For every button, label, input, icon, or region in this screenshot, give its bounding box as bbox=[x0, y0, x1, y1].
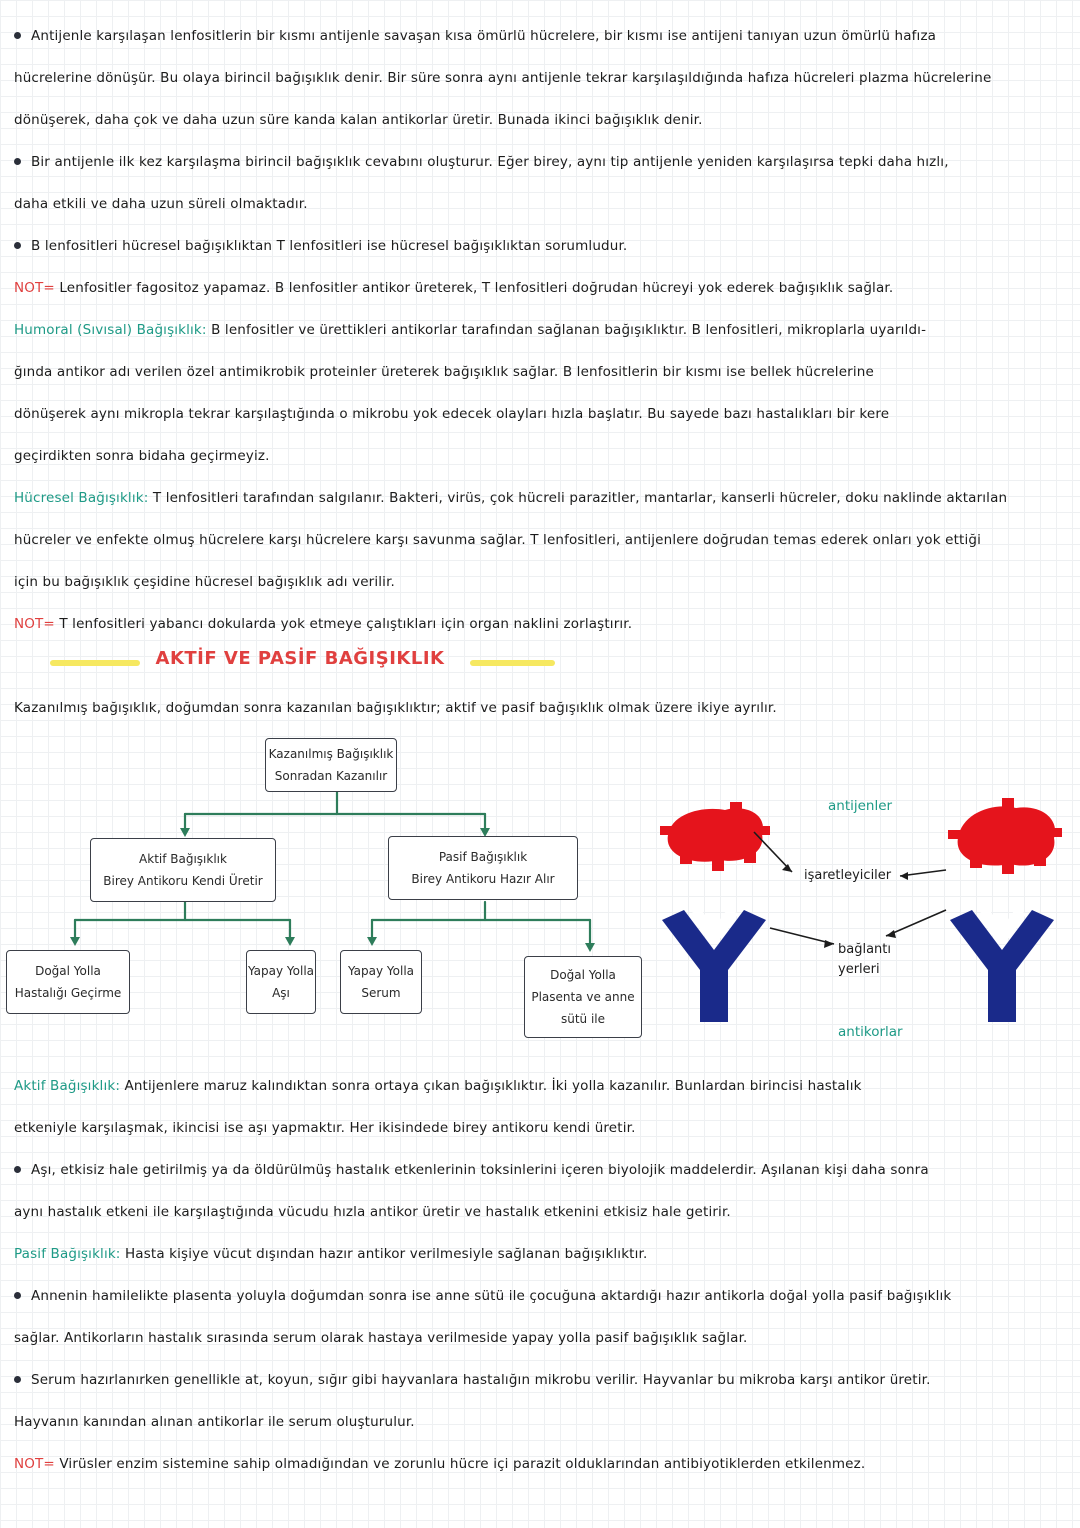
node-subtitle: Sonradan Kazanılır bbox=[274, 769, 388, 783]
node-subtitle: Hastalığı Geçirme bbox=[14, 986, 122, 1000]
paragraph-line: dönüşerek aynı mikropla tekrar karşılaştığında o mikrobu yok edecek olayları hızla başlatır. Bu sayede bazı hastalıkları bir kere bbox=[14, 406, 890, 422]
active-line bbox=[14, 1076, 1070, 1096]
markers-label: işaretleyiciler bbox=[804, 868, 892, 883]
bullet bbox=[14, 158, 21, 165]
passive-label: Pasif Bağışıklık: bbox=[14, 1246, 121, 1262]
antibody-left bbox=[662, 908, 766, 1022]
note-text: T lenfositleri yabancı dokularda yok etmeye çalıştıkları için organ naklini zorlaştırır. bbox=[59, 616, 633, 632]
text: Serum hazırlanırken genellikle at, koyun, sığır gibi hayvanlara hastalığın mikrobu verilir. Hayvanlar bu mikroba karşı antikor üretir. bbox=[31, 1372, 931, 1388]
tree-node-serum bbox=[340, 950, 422, 1014]
tree-node-natural-active bbox=[6, 950, 130, 1014]
antigen-right bbox=[948, 798, 1062, 874]
note-label: NOT= bbox=[14, 1456, 55, 1472]
node-subtitle: Birey Antikoru Hazır Alır bbox=[411, 872, 555, 886]
bullet bbox=[14, 1166, 21, 1173]
node-subtitle: Aşı bbox=[272, 986, 290, 1000]
paragraph-line bbox=[14, 1286, 1070, 1306]
node-title: Yapay Yolla bbox=[347, 964, 415, 978]
antigen-left bbox=[660, 802, 770, 871]
text: Bir antijenle ilk kez karşılaşma birincil bağışıklık cevabını oluşturur. Eğer birey, aynı tip antijenle yeniden karşılaşırsa tepki daha hızlı, bbox=[31, 154, 949, 170]
binding-label-1: bağlantı bbox=[838, 942, 891, 957]
note-label: NOT= bbox=[14, 616, 55, 632]
humoral-text: B lenfositler ve ürettikleri antikorlar tarafından sağlanan bağışıklıktır. B lenfositleri, mikroplarla uyarıldı- bbox=[211, 322, 927, 338]
node-title: Kazanılmış Bağışıklık bbox=[268, 747, 394, 761]
node-subtitle: Birey Antikoru Kendi Üretir bbox=[103, 874, 263, 888]
note-label: NOT= bbox=[14, 280, 55, 296]
paragraph-line: daha etkili ve daha uzun süreli olmaktadır. bbox=[14, 196, 308, 212]
note-line bbox=[14, 278, 1070, 298]
paragraph-line bbox=[14, 1370, 1070, 1390]
tree-node-acquired bbox=[265, 738, 397, 792]
bullet bbox=[14, 242, 21, 249]
humoral-line bbox=[14, 320, 1070, 340]
paragraph-line: etkeniyle karşılaşmak, ikincisi ise aşı yapmaktır. Her ikisindede birey antikoru kendi üretir. bbox=[14, 1120, 636, 1136]
paragraph-line: dönüşerek, daha çok ve daha uzun süre kanda kalan antikorlar üretir. Bunada ikinci bağışıklık denir. bbox=[14, 112, 703, 128]
node-subtitle: Plasenta ve anne bbox=[531, 990, 635, 1004]
text: Antijenle karşılaşan lenfositlerin bir kısmı antijenle savaşan kısa ömürlü hücrelere, bir kısmı ise antijeni tanıyan uzun ömürlü hafıza bbox=[31, 28, 937, 44]
tree-node-passive bbox=[388, 836, 578, 900]
cellular-text: T lenfositleri tarafından salgılanır. Bakteri, virüs, çok hücreli parazitler, mantarlar, kanserli hücreler, doku naklinde aktarılan bbox=[152, 490, 1008, 506]
bullet bbox=[14, 32, 21, 39]
paragraph-line bbox=[14, 152, 1070, 172]
paragraph-line: sağlar. Antikorların hastalık sırasında serum olarak hastaya verilmeside yapay yolla pasif bağışıklık sağlar. bbox=[14, 1330, 748, 1346]
antibodies-label: antikorlar bbox=[838, 1024, 903, 1040]
note-line bbox=[14, 1454, 1070, 1474]
section-title: AKTİF VE PASİF BAĞIŞIKLIK bbox=[155, 648, 445, 669]
passive-text: Hasta kişiye vücut dışından hazır antikor verilmesiyle sağlanan bağışıklıktır. bbox=[124, 1246, 648, 1262]
node-subtitle: sütü ile bbox=[560, 1012, 606, 1026]
paragraph-line: geçirdikten sonra bidaha geçirmeyiz. bbox=[14, 448, 270, 464]
cellular-label: Hücresel Bağışıklık: bbox=[14, 490, 149, 506]
node-title: Doğal Yolla bbox=[550, 968, 616, 982]
text: Annenin hamilelikte plasenta yoluyla doğumdan sonra ise anne sütü ile çocuğuna aktardığı hazır antikorla doğal yolla pasif bağışıklık bbox=[31, 1288, 952, 1304]
antibody-right bbox=[950, 908, 1054, 1022]
note-text: Lenfositler fagositoz yapamaz. B lenfositler antikor üreterek, T lenfositleri doğrudan hücreyi yok ederek bağışıklık sağlar. bbox=[59, 280, 894, 296]
active-label: Aktif Bağışıklık: bbox=[14, 1078, 121, 1094]
node-title: Aktif Bağışıklık bbox=[139, 852, 227, 866]
paragraph-line: için bu bağışıklık çeşidine hücresel bağışıklık adı verilir. bbox=[14, 574, 395, 590]
text: Aşı, etkisiz hale getirilmiş ya da öldürülmüş hastalık etkenlerinin toksinlerini içeren biyolojik maddelerdir. Aşılanan kişi daha sonra bbox=[31, 1162, 929, 1178]
paragraph-line: hücreler ve enfekte olmuş hücrelere karşı hücrelere karşı savunma sağlar. T lenfositleri, antijenlere doğrudan temas ederek onları yok ettiği bbox=[14, 532, 981, 548]
tree-node-natural-passive bbox=[524, 956, 642, 1038]
antigens-label: antijenler bbox=[828, 798, 893, 814]
node-title: Yapay Yolla bbox=[247, 964, 315, 978]
antigen-antibody-figure bbox=[650, 790, 1070, 1060]
intro-line: Kazanılmış bağışıklık, doğumdan sonra kazanılan bağışıklıktır; aktif ve pasif bağışıklık olmak üzere ikiye ayrılır. bbox=[14, 700, 777, 716]
paragraph-line bbox=[14, 1160, 1070, 1180]
bullet bbox=[14, 1376, 21, 1383]
tree-node-active bbox=[90, 838, 276, 902]
humoral-label: Humoral (Sıvısal) Bağışıklık: bbox=[14, 322, 207, 338]
active-text: Antijenlere maruz kalındıktan sonra ortaya çıkan bağışıklıktır. İki yolla kazanılır. Bunlardan birincisi hastalık bbox=[124, 1078, 862, 1094]
paragraph-line bbox=[14, 26, 1070, 46]
node-subtitle: Serum bbox=[361, 986, 401, 1000]
node-title: Doğal Yolla bbox=[35, 964, 101, 978]
cellular-line bbox=[14, 488, 1070, 508]
binding-label-2: yerleri bbox=[838, 962, 880, 977]
paragraph-line bbox=[14, 236, 1070, 256]
note-text: Virüsler enzim sistemine sahip olmadığından ve zorunlu hücre içi parazit olduklarından antibiyotiklerden etkilenmez. bbox=[59, 1456, 866, 1472]
passive-line bbox=[14, 1244, 1070, 1264]
text: B lenfositleri hücresel bağışıklıktan T lenfositleri ise hücresel bağışıklıktan sorumludur. bbox=[31, 238, 628, 254]
node-title: Pasif Bağışıklık bbox=[438, 850, 528, 864]
paragraph-line: aynı hastalık etkeni ile karşılaştığında vücudu hızla antikor üretir ve hastalık etkenini etkisiz hale getirir. bbox=[14, 1204, 731, 1220]
tree-node-vaccine bbox=[246, 950, 316, 1014]
bullet bbox=[14, 1292, 21, 1299]
paragraph-line: Hayvanın kanından alınan antikorlar ile serum oluşturulur. bbox=[14, 1414, 415, 1430]
paragraph-line: hücrelerine dönüşür. Bu olaya birincil bağışıklık denir. Bir süre sonra aynı antijenle tekrar karşılaşıldığında hafıza hücreleri plazma hücrelerine bbox=[14, 70, 992, 86]
note-line bbox=[14, 614, 1070, 634]
paragraph-line: ğında antikor adı verilen özel antimikrobik proteinler üreterek bağışıklık sağlar. B lenfositlerin bir kısmı ise bellek hücrelerine bbox=[14, 364, 874, 380]
